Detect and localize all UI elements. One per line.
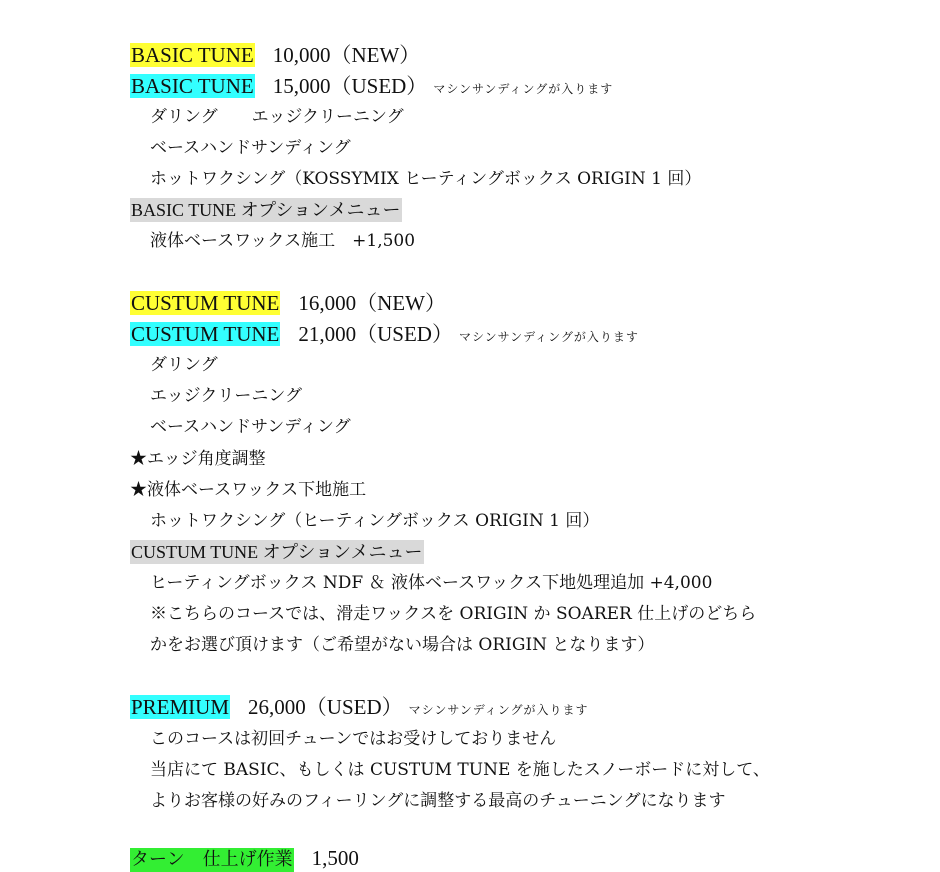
custum-option-item: ※こちらのコースでは、滑走ワックスを ORIGIN か SOARER 仕上げのどちら bbox=[150, 604, 757, 624]
custum-star-item: ★液体ベースワックス下地施工 bbox=[130, 480, 367, 500]
premium-line: 当店にて BASIC、もしくは CUSTUM TUNE を施したスノーボードに対して、 bbox=[150, 760, 770, 780]
finish-price: 1,500 bbox=[311, 846, 359, 870]
custum-item: エッジクリーニング bbox=[150, 386, 302, 406]
custum-used-label: CUSTUM TUNE bbox=[131, 322, 280, 346]
custum-used-price: 21,000（USED） bbox=[298, 322, 453, 346]
basic-used-note: マシンサンディングが入ります bbox=[433, 82, 614, 96]
premium-note: マシンサンディングが入ります bbox=[408, 703, 589, 717]
premium-price: 26,000（USED） bbox=[248, 695, 403, 719]
custum-item: ダリング bbox=[150, 355, 218, 375]
custum-new-row bbox=[130, 291, 446, 315]
premium-label: PREMIUM bbox=[131, 695, 230, 719]
custum-new-label: CUSTUM TUNE bbox=[131, 291, 280, 315]
custum-star-item: ★エッジ角度調整 bbox=[130, 449, 266, 469]
basic-item: ホットワクシング（KOSSYMIX ヒーティングボックス ORIGIN 1 回） bbox=[150, 169, 702, 189]
finish-label: ターン 仕上げ作業 bbox=[131, 849, 293, 870]
basic-item: ダリング エッジクリーニング bbox=[150, 107, 404, 127]
custum-option-row bbox=[130, 540, 424, 564]
premium-line: このコースは初回チューンではお受けしておりません bbox=[150, 729, 557, 749]
basic-new-label: BASIC TUNE bbox=[131, 43, 254, 67]
custum-item: ベースハンドサンディング bbox=[150, 417, 351, 437]
basic-new-row bbox=[130, 43, 420, 67]
custum-used-row bbox=[130, 322, 639, 346]
premium-row bbox=[130, 695, 589, 719]
basic-option-row bbox=[130, 198, 402, 222]
basic-used-row bbox=[130, 74, 613, 98]
custum-option-label: CUSTUM TUNE オプションメニュー bbox=[131, 542, 423, 562]
basic-used-price: 15,000（USED） bbox=[272, 74, 428, 98]
basic-item: ベースハンドサンディング bbox=[150, 138, 351, 158]
basic-option-item: 液体ベースワックス施工 +1,500 bbox=[150, 231, 416, 251]
finish-row bbox=[130, 846, 359, 870]
custum-item: ホットワクシング（ヒーティングボックス ORIGIN 1 回） bbox=[150, 511, 600, 531]
basic-new-price: 10,000（NEW） bbox=[272, 43, 421, 67]
basic-used-label: BASIC TUNE bbox=[131, 74, 254, 98]
custum-option-item: かをお選び頂けます（ご希望がない場合は ORIGIN となります） bbox=[150, 635, 655, 655]
custum-new-price: 16,000（NEW） bbox=[298, 291, 446, 315]
basic-option-label: BASIC TUNE オプションメニュー bbox=[131, 200, 401, 220]
custum-option-item: ヒーティングボックス NDF ＆ 液体ベースワックス下地処理追加 +4,000 bbox=[150, 573, 713, 593]
custum-used-note: マシンサンディングが入ります bbox=[458, 330, 639, 344]
premium-line: よりお客様の好みのフィーリングに調整する最高のチューニングになります bbox=[150, 791, 726, 811]
